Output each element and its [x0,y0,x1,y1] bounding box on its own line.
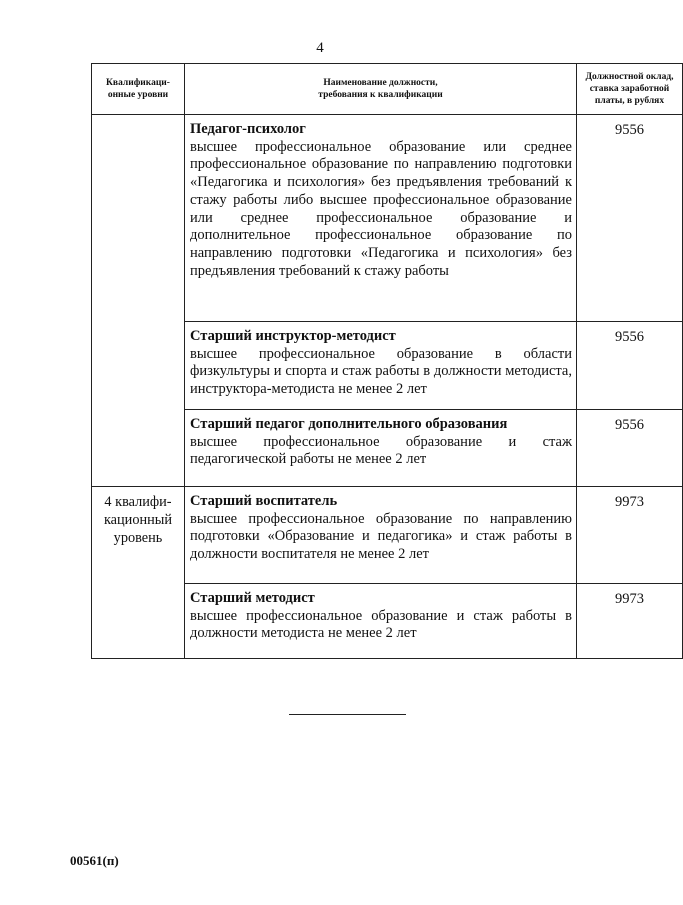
position-requirements: высшее профессиональное образование и стаж педагогической работы не менее 2 лет [190,433,572,468]
salary-cell: 9556 [577,410,683,487]
position-title: Старший педагог дополнительного образования [190,416,508,432]
header-position: Наименование должности, требования к квалификации [185,64,577,115]
salary-cell: 9973 [577,584,683,659]
position-cell [185,410,577,487]
qualification-table [91,63,683,659]
position-cell [185,115,577,322]
page-number: 4 [316,40,324,56]
position-requirements: высшее профессиональное образование в области физкультуры и спорта и стаж работы в должности методиста, инструктора-методиста не менее 2 лет [190,345,572,398]
header-salary: Должностной оклад, ставка заработной платы, в рублях [577,64,683,115]
level-cell: 4 квалифи- кационный уровень [92,487,185,659]
document-code: 00561(п) [70,853,119,868]
position-title: Педагог-психолог [190,121,306,137]
salary-cell: 9556 [577,322,683,410]
salary-cell: 9556 [577,115,683,322]
end-divider [289,714,406,715]
table-header-row [92,64,683,115]
position-cell [185,584,577,659]
salary-cell: 9973 [577,487,683,584]
position-requirements: высшее профессиональное образование или среднее профессиональное образование по направлению подготовки «Педагогика и психология» без предъявления требований к стажу работы либо высшее профессиональное образование или среднее профессиональное образование и дополнительное профессиональное образование по направлению подготовки «Педагогика и психология» без предъявления требований к стажу работы [190,138,572,279]
position-title: Старший инструктор-методист [190,328,396,344]
table-row [92,115,683,322]
table-row [92,487,683,584]
position-title: Старший воспитатель [190,493,338,509]
position-title: Старший методист [190,590,315,606]
position-cell [185,322,577,410]
position-requirements: высшее профессиональное образование и стаж работы в должности методиста не менее 2 лет [190,607,572,642]
level-cell [92,115,185,487]
position-requirements: высшее профессиональное образование по направлению подготовки «Образование и педагогика» и стаж работы в должности воспитателя не менее 2 лет [190,510,572,563]
header-level: Квалификаци- онные уровни [92,64,185,115]
position-cell [185,487,577,584]
